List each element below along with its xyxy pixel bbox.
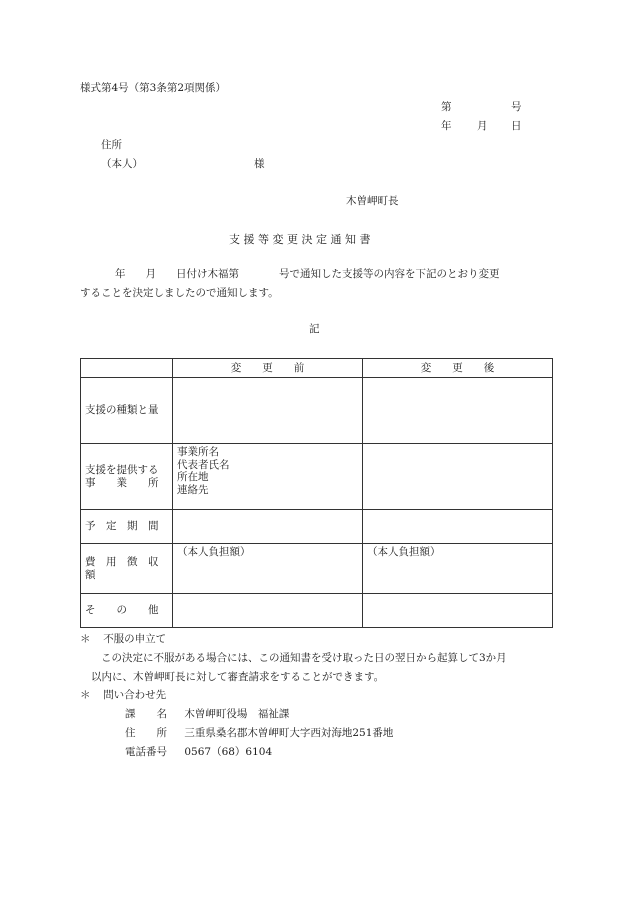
cell-before	[173, 378, 363, 444]
cell-after	[363, 444, 553, 510]
objection-line-1: この決定に不服がある場合には、この通知書を受け取った日の翌日から起算して3か月	[101, 652, 507, 664]
address-label: 住所	[101, 139, 122, 151]
change-table	[80, 358, 553, 628]
contact-row-section	[125, 708, 289, 721]
provider-label-line2: 事 業 所	[85, 476, 159, 489]
number-suffix: 号	[511, 101, 522, 113]
header-blank	[81, 359, 173, 378]
cell-after-fee: （本人負担額）	[363, 544, 553, 594]
person-label: （本人）	[101, 158, 143, 170]
contact-title: 問い合わせ先	[103, 689, 167, 701]
row-label-fee: 費 用 徴 収 額	[81, 544, 173, 594]
body-line-2: することを決定しましたので通知します。	[80, 287, 279, 299]
contact-phone-label: 電話番号	[125, 746, 167, 758]
table-header-row	[81, 359, 553, 378]
body-line1-mid: 日付け木福第	[176, 268, 239, 280]
objection-line-2: 以内に、木曽岬町長に対して審査請求をすることができます。	[91, 671, 385, 683]
document-title: 支 援 等 変 更 決 定 通 知 書	[229, 233, 371, 246]
header-after: 変 更 後	[363, 359, 553, 378]
cell-after	[363, 378, 553, 444]
cell-after	[363, 510, 553, 544]
row-label-period: 予 定 期 間	[81, 510, 173, 544]
table-row	[81, 594, 553, 628]
contact-marker: ＊	[80, 689, 91, 701]
contact-address-label: 住 所	[125, 727, 167, 739]
provider-rep-label: 代表者氏名	[177, 458, 230, 471]
provider-name-label: 事業所名	[177, 446, 219, 458]
objection-heading	[80, 633, 166, 646]
honorific: 様	[254, 158, 265, 170]
sender-title: 木曽岬町長	[346, 195, 399, 207]
cell-before-fee: （本人負担額）	[173, 544, 363, 594]
date-day: 日	[511, 120, 522, 132]
objection-marker: ＊	[80, 633, 91, 645]
row-label-provider	[81, 444, 173, 510]
date-year: 年	[441, 120, 452, 132]
contact-heading	[80, 689, 166, 702]
header-before: 変 更 前	[173, 359, 363, 378]
body-line-1	[80, 268, 500, 281]
cell-after	[363, 594, 553, 628]
cell-before	[173, 594, 363, 628]
table-row	[81, 544, 553, 594]
contact-row-phone	[125, 746, 272, 759]
ki-heading: 記	[309, 323, 320, 335]
body-month: 月	[145, 268, 156, 280]
contact-address-value: 三重県桑名郡木曽岬町大字西対海地251番地	[184, 727, 394, 739]
date-month: 月	[477, 120, 488, 132]
provider-label-line1: 支援を提供する	[85, 463, 159, 476]
table-row	[81, 444, 553, 510]
contact-phone-value: 0567（68）6104	[184, 746, 273, 758]
cell-before	[173, 510, 363, 544]
body-line1-end: 号で通知した支援等の内容を下記のとおり変更	[279, 268, 500, 280]
row-label-other: そ の 他	[81, 594, 173, 628]
objection-title: 不服の申立て	[103, 633, 167, 645]
row-label-support-type: 支援の種類と量	[81, 378, 173, 444]
table-row	[81, 378, 553, 444]
contact-section-label: 課 名	[125, 708, 167, 720]
table-row	[81, 510, 553, 544]
provider-contact-label: 連絡先	[177, 483, 209, 496]
contact-section-value: 木曽岬町役場 福祉課	[184, 708, 290, 720]
form-label: 様式第4号（第3条第2項関係）	[80, 82, 227, 94]
contact-row-address	[125, 727, 393, 740]
cell-before-provider	[173, 444, 363, 510]
number-prefix: 第	[441, 101, 452, 113]
provider-address-label: 所在地	[177, 471, 209, 484]
body-year: 年	[115, 268, 126, 280]
